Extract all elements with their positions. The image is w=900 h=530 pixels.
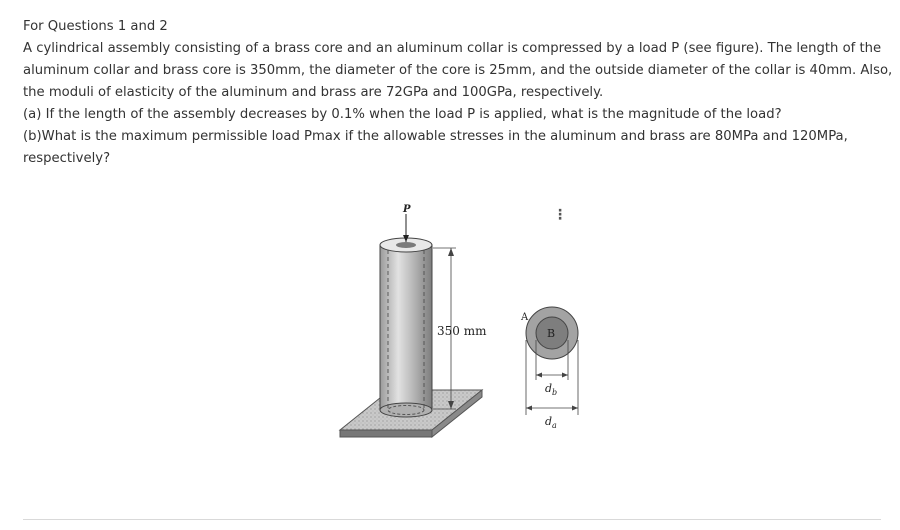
bottom-divider bbox=[23, 519, 881, 520]
cross-section bbox=[526, 307, 578, 415]
question-line-6: respectively? bbox=[23, 151, 111, 166]
core-diameter-label: $d_b$ bbox=[545, 382, 558, 397]
question-line-5: (b)What is the maximum permissible load Pmax if the allowable stresses in the aluminum and brass are 80MPa and 120MPa, bbox=[23, 129, 848, 144]
question-text bbox=[23, 16, 893, 170]
question-line-4: (a) If the length of the assembly decreases by 0.1% when the load P is applied, what is the magnitude of the load? bbox=[23, 107, 782, 122]
length-label: 350 mm bbox=[437, 324, 487, 338]
question-line-3: the moduli of elasticity of the aluminum and brass are 72GPa and 100GPa, respectively. bbox=[23, 85, 604, 100]
core-label: B bbox=[547, 327, 556, 340]
ellipsis-icon[interactable]: ⋮ bbox=[553, 207, 567, 223]
outer-diameter-label: $d_a$ bbox=[545, 415, 557, 430]
question-line-2: aluminum collar and brass core is 350mm, the diameter of the core is 25mm, and the outside diameter of the collar is 40mm. Also, bbox=[23, 63, 893, 78]
collar-label: A bbox=[521, 312, 529, 323]
question-heading: For Questions 1 and 2 bbox=[23, 19, 168, 34]
question-line-1: A cylindrical assembly consisting of a brass core and an aluminum collar is compressed by a load P (see figure). The length of the bbox=[23, 41, 882, 56]
assembly-figure bbox=[330, 200, 600, 450]
collar-cylinder bbox=[380, 238, 432, 417]
assembly-diagram bbox=[330, 200, 600, 450]
load-label: P bbox=[403, 204, 411, 215]
